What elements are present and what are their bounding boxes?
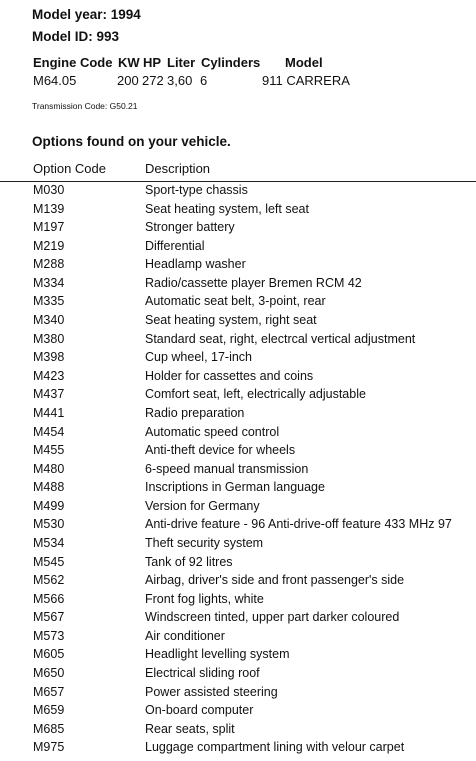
option-code: M480 (33, 461, 65, 476)
options-list (0, 181, 476, 757)
option-code: M488 (33, 480, 65, 495)
option-code: M659 (33, 703, 65, 718)
option-row (0, 460, 476, 479)
option-row (0, 553, 476, 572)
option-row (0, 645, 476, 664)
option-code: M139 (33, 201, 65, 216)
option-description: Electrical sliding roof (145, 666, 260, 681)
option-description: Air conditioner (145, 628, 225, 643)
option-row (0, 608, 476, 627)
option-row (0, 311, 476, 330)
option-code: M398 (33, 350, 65, 365)
option-description: Seat heating system, left seat (145, 201, 309, 216)
option-row (0, 181, 476, 200)
option-description: On-board computer (145, 703, 254, 718)
option-row (0, 200, 476, 219)
engine-header-kw: KW (118, 55, 140, 70)
option-code: M288 (33, 257, 65, 272)
option-code: M437 (33, 387, 65, 402)
engine-cylinders-value: 6 (200, 73, 208, 88)
option-code: M562 (33, 573, 65, 588)
option-row (0, 274, 476, 293)
option-row (0, 534, 476, 553)
option-description: Windscreen tinted, upper part darker coloured (145, 610, 400, 625)
engine-hp-value: 272 (142, 73, 164, 88)
option-description: Power assisted steering (145, 684, 278, 699)
option-description: Anti-drive feature - 96 Anti-drive-off feature 433 MHz 97 (145, 517, 452, 532)
option-description: Airbag, driver's side and front passenger's side (145, 573, 405, 588)
option-description: Stronger battery (145, 220, 235, 235)
option-row (0, 367, 476, 386)
option-row (0, 497, 476, 516)
option-code: M657 (33, 684, 65, 699)
option-code: M030 (33, 183, 65, 197)
option-row (0, 441, 476, 460)
option-row (0, 720, 476, 739)
option-code: M219 (33, 238, 65, 253)
column-header-option-code: Option Code (33, 161, 106, 176)
engine-code-value: M64.05 (33, 73, 77, 88)
model-id: Model ID: 993 (32, 29, 120, 44)
option-row (0, 292, 476, 311)
option-description: Radio preparation (145, 405, 245, 420)
option-description: Inscriptions in German language (145, 480, 325, 495)
option-code: M534 (33, 535, 65, 550)
option-row (0, 385, 476, 404)
option-description: Version for Germany (145, 498, 260, 513)
option-code: M650 (33, 666, 65, 681)
option-description: Holder for cassettes and coins (145, 368, 314, 383)
option-row (0, 348, 476, 367)
engine-header-model: Model (285, 55, 323, 70)
option-code: M197 (33, 220, 65, 235)
option-row (0, 571, 476, 590)
option-code: M975 (33, 740, 65, 755)
options-title: Options found on your vehicle. (32, 134, 231, 149)
option-description: Comfort seat, left, electrically adjustable (145, 387, 366, 402)
option-row (0, 515, 476, 534)
column-header-description: Description (145, 161, 211, 176)
option-description: Theft security system (145, 535, 264, 550)
option-row (0, 404, 476, 423)
option-row (0, 330, 476, 349)
option-code: M573 (33, 628, 65, 643)
option-description: 6-speed manual transmission (145, 461, 309, 476)
option-row (0, 701, 476, 720)
option-code: M441 (33, 405, 65, 420)
option-row (0, 664, 476, 683)
engine-header-hp: HP (143, 55, 162, 70)
option-description: Luggage compartment lining with velour carpet (145, 740, 405, 755)
option-code: M454 (33, 424, 65, 439)
option-description: Tank of 92 litres (145, 554, 233, 569)
option-description: Standard seat, right, electrcal vertical adjustment (145, 331, 416, 346)
engine-liter-value: 3,60 (167, 73, 193, 88)
engine-kw-value: 200 (117, 73, 139, 88)
option-row (0, 218, 476, 237)
option-description: Headlight levelling system (145, 647, 290, 662)
option-description: Automatic speed control (145, 424, 280, 439)
option-code: M335 (33, 294, 65, 309)
option-code: M340 (33, 313, 65, 328)
transmission-code: Transmission Code: G50.21 (32, 101, 138, 111)
option-row (0, 590, 476, 609)
option-code: M545 (33, 554, 65, 569)
option-description: Radio/cassette player Bremen RCM 42 (145, 275, 362, 290)
option-description: Headlamp washer (145, 257, 246, 272)
option-description: Seat heating system, right seat (145, 313, 317, 328)
option-description: Automatic seat belt, 3-point, rear (145, 294, 326, 309)
option-row (0, 237, 476, 256)
engine-model-value: 911 CARRERA (262, 73, 350, 88)
option-row (0, 478, 476, 497)
option-description: Anti-theft device for wheels (145, 443, 296, 458)
engine-header-cylinders: Cylinders (201, 55, 261, 70)
option-code: M334 (33, 275, 65, 290)
option-description: Differential (145, 238, 205, 253)
option-description: Front fog lights, white (145, 591, 264, 606)
option-code: M423 (33, 368, 65, 383)
option-code: M605 (33, 647, 65, 662)
option-code: M566 (33, 591, 65, 606)
option-description: Rear seats, split (145, 721, 235, 736)
option-code: M499 (33, 498, 65, 513)
option-description: Sport-type chassis (145, 183, 248, 197)
option-row (0, 423, 476, 442)
option-code: M380 (33, 331, 65, 346)
option-description: Cup wheel, 17-inch (145, 350, 253, 365)
option-code: M530 (33, 517, 65, 532)
option-code: M685 (33, 721, 65, 736)
option-row (0, 683, 476, 702)
option-row (0, 627, 476, 646)
option-row (0, 738, 476, 757)
model-year: Model year: 1994 (32, 7, 141, 22)
engine-header-engine-code: Engine Code (33, 55, 113, 70)
engine-header-liter: Liter (167, 55, 196, 70)
option-row (0, 255, 476, 274)
option-code: M455 (33, 443, 65, 458)
option-code: M567 (33, 610, 65, 625)
